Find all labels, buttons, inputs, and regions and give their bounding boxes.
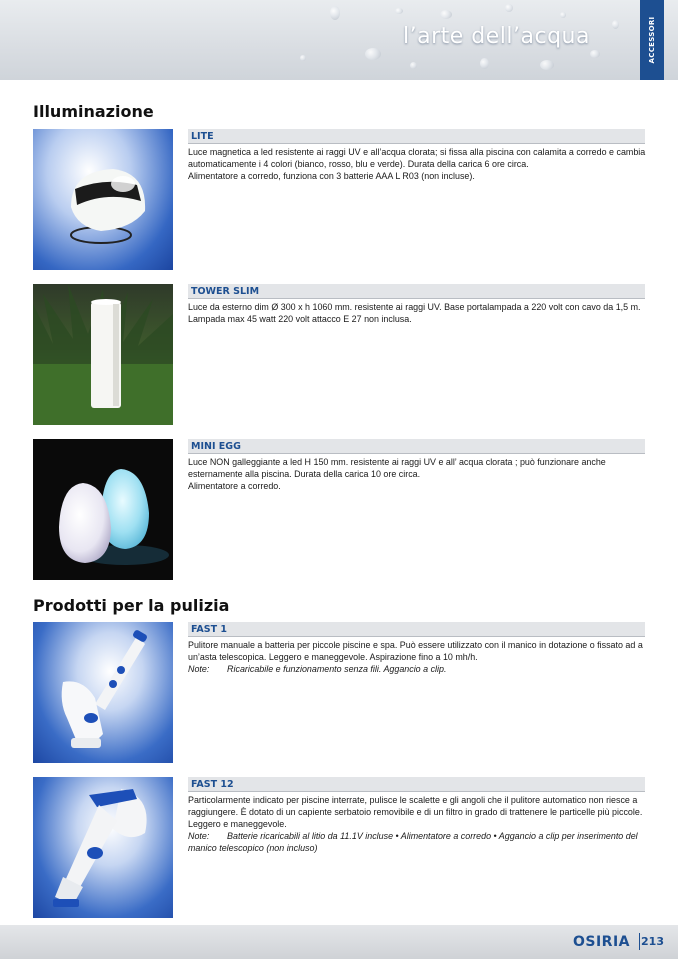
section-title-illuminazione: Illuminazione [33,102,154,121]
product-info [188,284,645,326]
description-line: Luce NON galleggiante a led H 150 mm. resistente ai raggi UV e all’ acqua clorata ; può funzionare anche esternamente alla piscina. Durata della carica 10 ore circa. [188,457,606,480]
egg-lights-illustration [33,439,173,580]
product-note [188,831,647,855]
page-number: 213 [641,935,664,948]
footer-divider [639,933,640,950]
water-drop-decoration [540,60,554,70]
product-name: TOWER SLIM [188,284,645,299]
water-drop-decoration [560,12,566,18]
garden-lamp-illustration [33,284,173,425]
water-drop-decoration [440,10,452,19]
description-line: Particolarmente indicato per piscine interrate, pulisce le scalette e gli angoli che il pulitore automatico non riesce a raggiungere. È dotato di un capiente serbatoio removibile e di un filtro in grado di trattenere le particelle più piccole. [188,795,643,818]
product-name: LITE [188,129,645,144]
water-drop-decoration [330,6,340,20]
description-line: Pulitore manuale a batteria per piccole piscine e spa. Può essere utilizzato con il manico in dotazione o fissato ad a un’asta telescopica. Leggero e maneggevole. Aspirazione fino a 10 mh/h. [188,640,643,663]
note-text: Ricaricabile e funzionamento senza fili. Aggancio a clip. [227,664,447,675]
product-description [188,457,647,493]
product-info [188,777,645,855]
water-drop-decoration [590,50,600,58]
water-drop-decoration [395,8,403,14]
note-label: Note: [188,831,210,842]
description-line: Alimentatore a corredo, funziona con 3 batterie AAA L R03 (non incluse). [188,171,475,182]
description-line: Alimentatore a corredo. [188,481,281,492]
water-drop-decoration [410,62,417,69]
product-info [188,129,645,183]
pool-cleaner-illustration [33,777,173,918]
product-info [188,622,645,676]
product-description [188,795,647,855]
product-image-fast-12 [33,777,173,918]
lamp-illustration [33,129,173,270]
water-drop-decoration [612,20,619,29]
water-drop-decoration [480,58,489,69]
section-title-pulizia: Prodotti per la pulizia [33,596,230,615]
description-line: Luce magnetica a led resistente ai raggi UV e all’acqua clorata; si fissa alla piscina con calamita a corredo e cambia automaticamente i 4 colori (bianco, rosso, blu e verde). Durata della carica 6 ore circa. [188,147,646,170]
product-info [188,439,645,493]
side-tab-label: ACCESSORI [648,16,656,64]
product-image-fast-1 [33,622,173,763]
product-description [188,302,647,326]
note-text: Batterie ricaricabili al litio da 11.1V incluse • Alimentatore a corredo • Aggancio a clip per inserimento del manico telescopico (non incluso) [188,831,638,854]
water-drop-decoration [300,55,306,61]
section-side-tab [640,0,664,80]
product-image-lite [33,129,173,270]
header-title: l’arte dell’acqua [403,24,590,49]
page-footer [0,925,678,959]
page-header [0,0,678,80]
product-name: MINI EGG [188,439,645,454]
product-image-mini-egg [33,439,173,580]
description-line: Luce da esterno dim Ø 300 x h 1060 mm. resistente ai raggi UV. Base portalampada a 220 volt con cavo da 1,5 m. Lampada max 45 watt 220 volt attacco E 27 non inclusa. [188,302,641,325]
product-name: FAST 1 [188,622,645,637]
water-drop-decoration [365,48,381,60]
product-name: FAST 12 [188,777,645,792]
brand-logo: OSIRIA [572,934,630,950]
product-note [188,664,647,676]
water-drop-decoration [505,4,513,12]
product-image-tower-slim [33,284,173,425]
product-description [188,640,647,676]
product-description [188,147,647,183]
description-line: Leggero e maneggevole. [188,819,287,830]
pool-cleaner-illustration [33,622,173,763]
note-label: Note: [188,664,210,675]
